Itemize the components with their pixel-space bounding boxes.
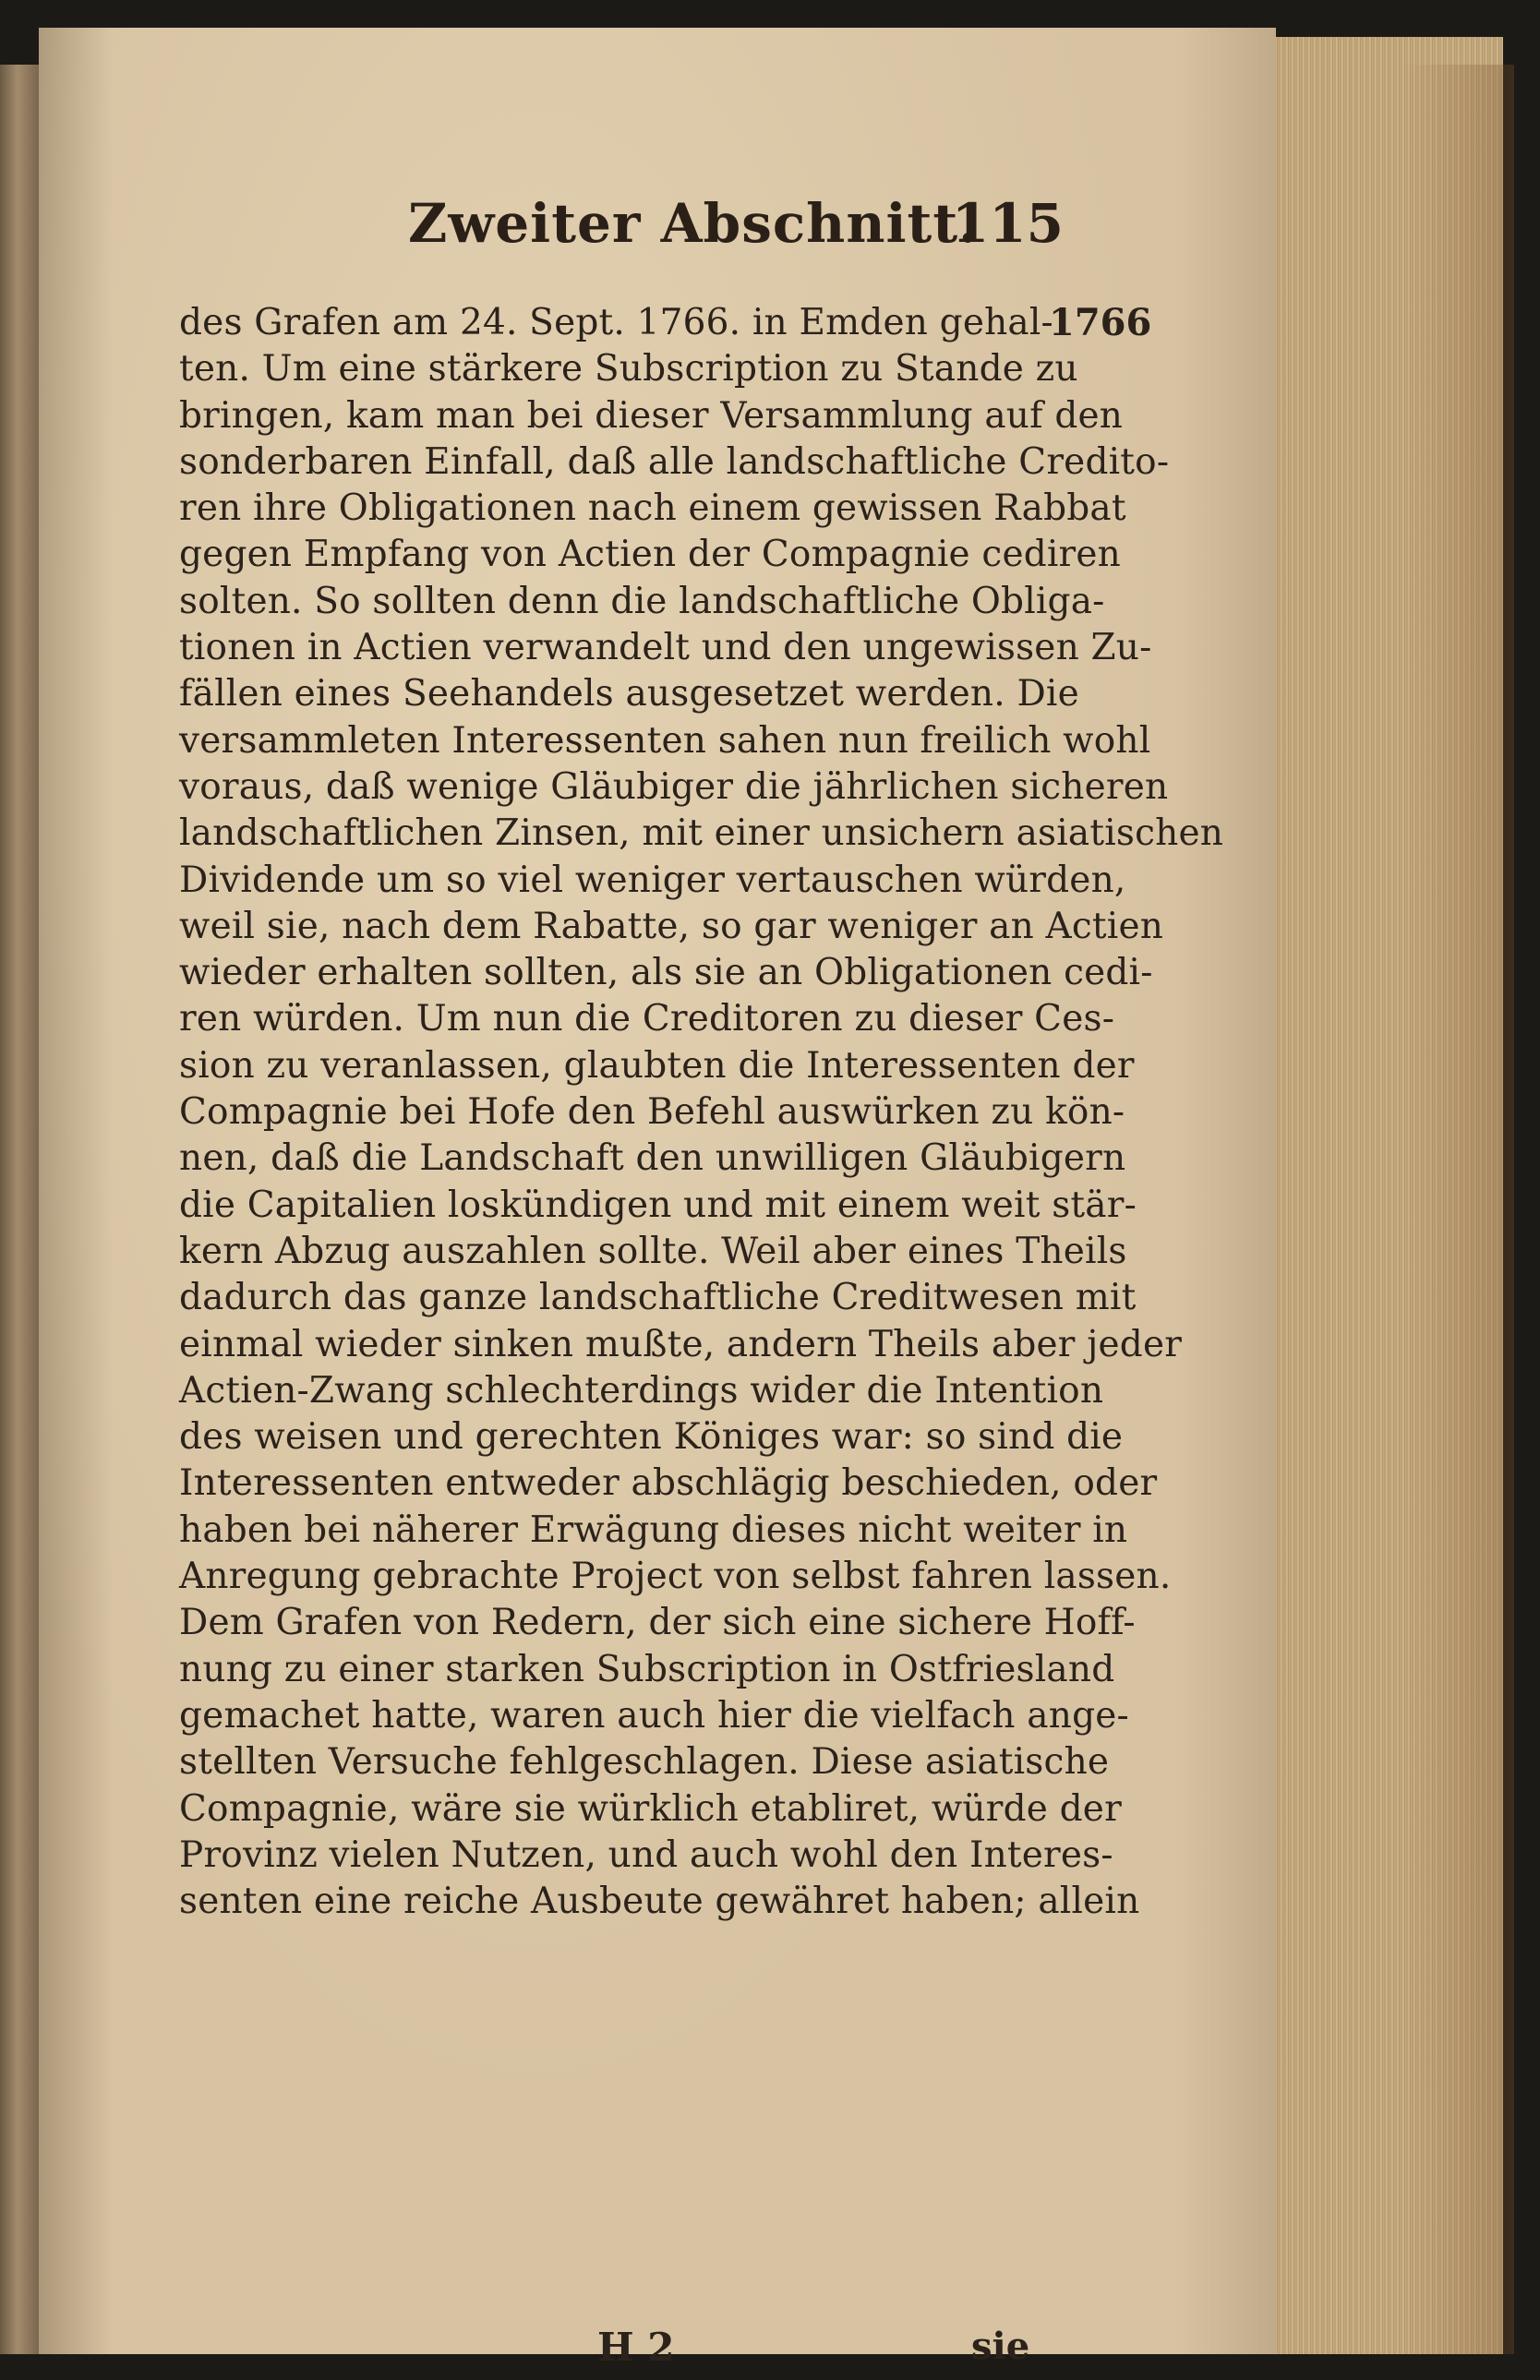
text-line: Compagnie bei Hofe den Befehl auswürken zu kön-: [179, 1091, 1125, 1134]
text-line: bringen, kam man bei dieser Versammlung auf den: [179, 394, 1124, 437]
text-line: die Capitalien loskündigen und mit einem weit stär-: [179, 1184, 1137, 1226]
text-line: voraus, daß wenige Gläubiger die jährlichen sicheren: [179, 765, 1169, 808]
page-footer: [39, 2325, 1276, 2380]
text-line: gemachet hatte, waren auch hier die vielfach ange-: [179, 1694, 1129, 1737]
text-line: haben bei näherer Erwägung dieses nicht weiter in: [179, 1509, 1128, 1551]
text-line: gegen Empfang von Actien der Compagnie cediren: [179, 534, 1122, 576]
text-line: fällen eines Seehandels ausgesetzet werden. Die: [179, 673, 1079, 715]
text-line: versammleten Interessenten sahen nun freilich wohl: [179, 719, 1151, 762]
text-line: stellten Versuche fehlgeschlagen. Diese asiatische: [179, 1741, 1110, 1784]
text-line: Dem Grafen von Redern, der sich eine sichere Hoff-: [179, 1602, 1136, 1644]
text-line: ren würden. Um nun die Creditoren zu dieser Ces-: [179, 998, 1115, 1040]
text-line: sonderbaren Einfall, daß alle landschaftliche Credito-: [179, 440, 1170, 483]
text-line: dadurch das ganze landschaftliche Creditwesen mit: [179, 1277, 1137, 1319]
left-page-edge: [0, 65, 39, 2354]
text-line: sion zu veranlassen, glaubten die Interessenten der: [179, 1044, 1135, 1087]
text-line: des Grafen am 24. Sept. 1766. in Emden gehal-: [179, 302, 1053, 343]
text-line: Actien-Zwang schlechterdings wider die Intention: [179, 1369, 1104, 1412]
text-line: weil sie, nach dem Rabatte, so gar weniger an Actien: [179, 905, 1164, 947]
page-number: 115: [951, 192, 1064, 255]
signature-mark: H 2: [597, 2325, 675, 2370]
text-line: einmal wieder sinken mußte, andern Theils aber jeder: [179, 1323, 1183, 1365]
running-head: Zweiter Abschnitt.: [408, 192, 979, 255]
text-line: Anregung gebrachte Project von selbst fahren lassen.: [179, 1556, 1172, 1598]
text-line: landschaftlichen Zinsen, mit einer unsichern asiatischen: [179, 812, 1224, 855]
text-line: Dividende um so viel weniger vertauschen würden,: [179, 859, 1126, 901]
text-line: nung zu einer starken Subscription in Ostfriesland: [179, 1648, 1115, 1690]
text-line: ten. Um eine stärkere Subscription zu Stande zu: [179, 348, 1078, 391]
text-line: kern Abzug auszahlen sollte. Weil aber eines Theils: [179, 1230, 1127, 1272]
margin-year-note: 1766: [1049, 301, 1152, 344]
book-page: [39, 28, 1276, 2370]
text-line: Provinz vielen Nutzen, und auch wohl den Interes-: [179, 1833, 1113, 1876]
page-header: [399, 192, 1064, 275]
text-line: tionen in Actien verwandelt und den ungewissen Zu-: [179, 627, 1152, 669]
text-line: des weisen und gerechten Königes war: so sind die: [179, 1416, 1124, 1459]
catchword: sie: [971, 2325, 1030, 2368]
text-line: nen, daß die Landschaft den unwilligen Gläubigern: [179, 1137, 1126, 1180]
text-line: wieder erhalten sollten, als sie an Obligationen cedi-: [179, 952, 1153, 994]
body-text: [179, 300, 1224, 1925]
text-line: Interessenten entweder abschlägig beschieden, oder: [179, 1462, 1158, 1505]
fore-edge-shadow: [1403, 65, 1514, 2354]
text-line: solten. So sollten denn die landschaftliche Obliga-: [179, 580, 1105, 622]
text-line: ren ihre Obligationen nach einem gewissen Rabbat: [179, 487, 1126, 530]
text-line: Compagnie, wäre sie würklich etabliret, würde der: [179, 1787, 1122, 1830]
text-line: senten eine reiche Ausbeute gewähret haben; allein: [179, 1881, 1140, 1923]
